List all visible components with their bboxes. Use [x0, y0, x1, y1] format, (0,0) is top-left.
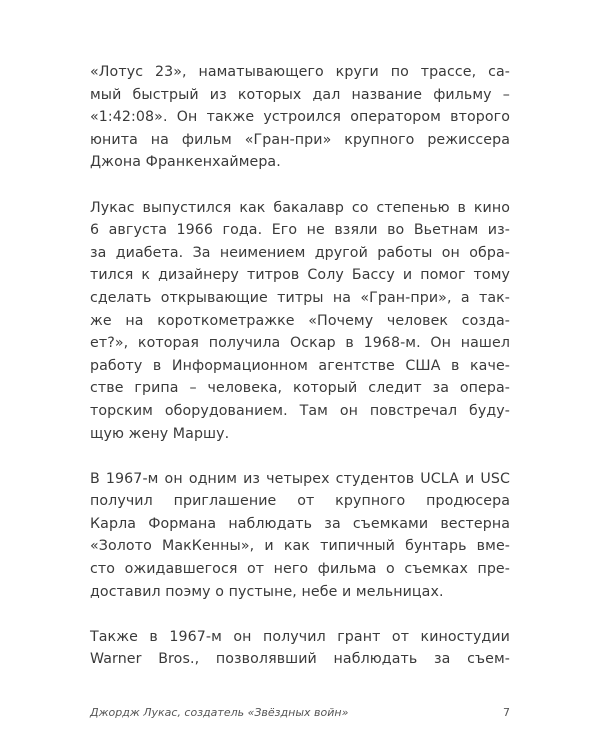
text-line: Warner Bros., позволявший наблюдать за съем-	[90, 651, 510, 668]
text-line: Лукас выпустился как бакалавр со степенью в кино	[90, 199, 510, 216]
text-line: юнита на фильм «Гран-при» крупного режиссера	[90, 131, 510, 148]
text-line: мый быстрый из которых дал название фильму –	[90, 86, 510, 103]
text-line: «Лотус 23», наматывающего круги по трассе, са-	[90, 64, 510, 80]
paragraph	[90, 626, 510, 671]
paragraph	[90, 61, 510, 174]
paragraph	[90, 468, 510, 604]
text-line: получил приглашение от крупного продюсера	[90, 493, 510, 510]
text-line: работу в Информационном агентстве США в каче-	[90, 357, 510, 374]
text-line: Карла Формана наблюдать за съемками вестерна	[90, 515, 510, 532]
page-footer	[90, 706, 510, 719]
text-line: доставил поэму о пустыне, небе и мельницах.	[90, 583, 444, 600]
text-line: сто ожидавшегося от него фильма о съемках пре-	[90, 561, 510, 578]
page-number: 7	[503, 706, 510, 719]
text-line: торским оборудованием. Там он повстречал буду-	[90, 402, 510, 419]
page-body	[90, 61, 510, 694]
text-line: В 1967-м он одним из четырех студентов UCLA и USC	[90, 470, 510, 487]
text-line: 6 августа 1966 года. Его не взяли во Вьетнам из-	[90, 222, 510, 239]
text-line: «Золото МакКенны», и как типичный бунтарь вме-	[90, 538, 510, 555]
text-line: ет?», которая получила Оскар в 1968-м. Он нашел	[90, 335, 510, 352]
text-line: стве грипа – человека, который следит за опера-	[90, 380, 510, 397]
text-line: тился к дизайнеру титров Солу Бассу и помог тому	[90, 267, 510, 284]
text-line: Также в 1967-м он получил грант от киностудии	[90, 628, 510, 645]
text-line: щую жену Маршу.	[90, 425, 230, 442]
text-line: Джона Франкенхаймера.	[90, 154, 281, 171]
text-line: «1:42:08». Он также устроился оператором второго	[90, 109, 510, 126]
text-line: сделать открывающие титры на «Гран-при», а так-	[90, 289, 510, 306]
text-line: за диабета. За неимением другой работы он обра-	[90, 244, 510, 261]
paragraph	[90, 197, 510, 446]
running-title: Джордж Лукас, создатель «Звёздных войн»	[90, 706, 349, 719]
text-line: же на короткометражке «Почему человек созда-	[90, 312, 510, 329]
